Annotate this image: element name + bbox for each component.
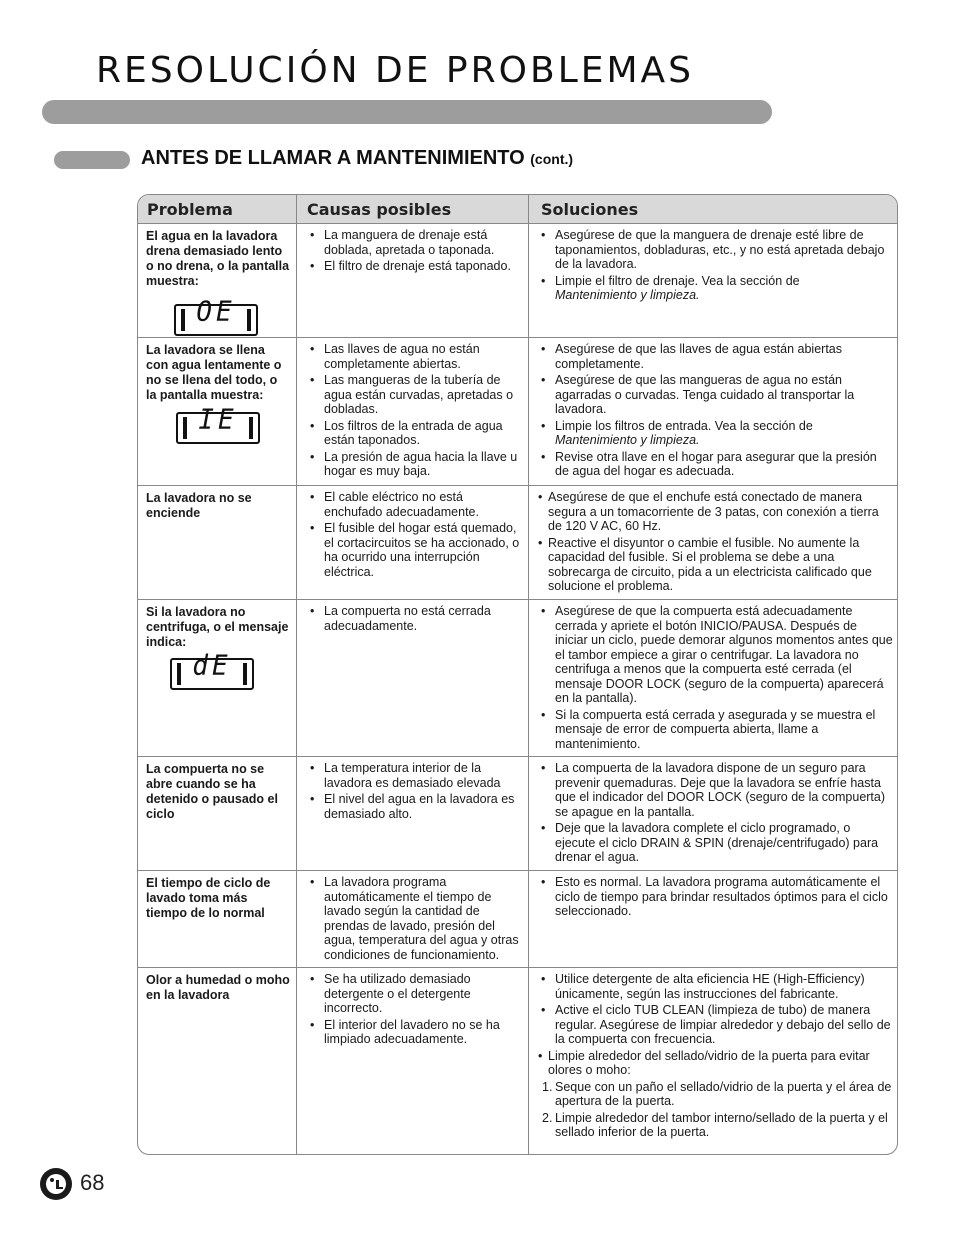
- cause-item: • Se ha utilizado demasiado detergente o el detergente incorrecto.: [307, 972, 522, 1016]
- solution-item: • Asegúrese de que la compuerta está adecuadamente cerrada y apriete el botón INICIO/PAUSA. Después de iniciar un ciclo, puede demorar algunos momentos antes que el tambor empiece a girar o centrifugar. La lavadora no centrifuga a menos que la compuerta esté cerrada (el mensaje DOOR LOCK (seguro de la compuerta) aparecerá en la pantalla).: [538, 604, 893, 706]
- problem-cell: [138, 757, 296, 870]
- header-problem: Problema: [147, 200, 233, 219]
- step-text: Seque con un paño el sellado/vidrio de la puerta y el área de apertura de la puerta.: [555, 1079, 892, 1108]
- display-code-text: IE: [198, 404, 238, 436]
- display-code-text: OE: [196, 296, 236, 328]
- problem-cell: [138, 871, 296, 967]
- table-row: [138, 600, 897, 757]
- solution-item: • Revise otra llave en el hogar para asegurar que la presión de agua del hogar es adecuada.: [538, 450, 893, 479]
- solution-item: • Esto es normal. La lavadora programa automáticamente el ciclo de tiempo para brindar resultados óptimos para el ciclo seleccionado.: [538, 875, 893, 919]
- solution-text: Limpie el filtro de drenaje. Vea la sección de: [555, 273, 800, 288]
- problem-cell: [138, 486, 296, 599]
- lg-logo-icon: [40, 1168, 72, 1200]
- cause-item: • La presión de agua hacia la llave u hogar es muy baja.: [307, 450, 522, 479]
- cause-item: • Las llaves de agua no están completamente abiertas.: [307, 342, 522, 371]
- solution-item: • Limpie alrededor del sellado/vidrio de la puerta para evitar olores o moho:: [538, 1049, 893, 1078]
- causes-cell: [297, 871, 528, 967]
- cause-item: • La compuerta no está cerrada adecuadamente.: [307, 604, 522, 633]
- step-number: 1.: [542, 1079, 553, 1094]
- problem-cell: [138, 600, 296, 756]
- causes-cell: [297, 600, 528, 756]
- title-divider-bar: [42, 100, 772, 124]
- display-code-de: [170, 650, 254, 690]
- display-code-ie: [176, 404, 260, 444]
- solution-item: • Asegúrese de que las mangueras de agua no están agarradas o curvadas. Tenga cuidado al transportar la lavadora.: [538, 373, 893, 417]
- cause-item: • La temperatura interior de la lavadora es demasiado elevada: [307, 761, 522, 790]
- causes-cell: [297, 968, 528, 1155]
- solution-item: • Active el ciclo TUB CLEAN (limpieza de tubo) de manera regular. Asegúrese de limpiar alrededor y debajo del sello de la compuerta con frecuencia.: [538, 1003, 893, 1047]
- causes-cell: [297, 486, 528, 599]
- problem-text: Si la lavadora no centrifuga, o el mensaje indica:: [146, 605, 289, 649]
- table-row: [138, 757, 897, 871]
- problem-cell: [138, 224, 296, 337]
- table-header: [138, 195, 897, 224]
- cause-item: • La manguera de drenaje está doblada, apretada o taponada.: [307, 228, 522, 257]
- problem-text: Olor a humedad o moho en la lavadora: [146, 973, 290, 1002]
- step-text: Limpie alrededor del tambor interno/sellado de la puerta y el sellado inferior de la puerta.: [555, 1110, 888, 1139]
- solution-reference: Mantenimiento y limpieza.: [555, 288, 700, 302]
- causes-cell: [297, 757, 528, 870]
- solution-item: • Asegúrese de que la manguera de drenaje esté libre de taponamientos, dobladuras, etc., y no está apretada debajo de la lavadora.: [538, 228, 893, 272]
- solution-item: • Deje que la lavadora complete el ciclo programado, o ejecute el ciclo DRAIN & SPIN (drenaje/centrifugado) para drenar el agua.: [538, 821, 893, 865]
- problem-text: La lavadora se llena con agua lentamente o no se llena del todo, o la pantalla muestra:: [146, 343, 282, 402]
- solutions-cell: [529, 968, 897, 1155]
- problem-text: La compuerta no se abre cuando se ha detenido o pausado el ciclo: [146, 762, 278, 821]
- solutions-cell: [529, 757, 897, 870]
- cause-item: • Las mangueras de la tubería de agua están curvadas, apretadas o dobladas.: [307, 373, 522, 417]
- problem-text: El tiempo de ciclo de lavado toma más tiempo de lo normal: [146, 876, 271, 920]
- header-solutions: Soluciones: [541, 200, 639, 219]
- column-divider: [528, 195, 529, 1154]
- page-title: RESOLUCIÓN DE PROBLEMAS: [96, 50, 695, 91]
- table-row: [138, 968, 897, 1155]
- solutions-cell: [529, 224, 897, 337]
- section-heading-text: ANTES DE LLAMAR A MANTENIMIENTO: [141, 147, 525, 169]
- solution-item: • Utilice detergente de alta eficiencia HE (High-Efficiency) únicamente, según las instrucciones del fabricante.: [538, 972, 893, 1001]
- solution-step: [538, 1080, 893, 1109]
- problem-cell: [138, 338, 296, 485]
- cause-item: • El fusible del hogar está quemado, el cortacircuitos se ha accionado, o ha ocurrido una interrupción eléctrica.: [307, 521, 522, 579]
- header-causes: Causas posibles: [307, 200, 452, 219]
- cause-item: • La lavadora programa automáticamente el tiempo de lavado según la cantidad de prendas de lavado, presión del agua, temperatura del agua y otras condiciones de funcionamiento.: [307, 875, 522, 962]
- cause-item: • El interior del lavadero no se ha limpiado adecuadamente.: [307, 1018, 522, 1047]
- section-heading-suffix: (cont.): [530, 151, 574, 167]
- table-row: [138, 871, 897, 968]
- solution-item: • Asegúrese de que las llaves de agua están abiertas completamente.: [538, 342, 893, 371]
- problem-cell: [138, 968, 296, 1155]
- display-code-text: dE: [192, 650, 232, 682]
- cause-item: • El filtro de drenaje está taponado.: [307, 259, 522, 274]
- solution-item: • La compuerta de la lavadora dispone de un seguro para prevenir quemaduras. Deje que la lavadora se enfríe hasta que el indicador del DOOR LOCK (seguro de la compuerta) se apague en la pantalla.: [538, 761, 893, 819]
- solution-item: [538, 274, 893, 303]
- cause-item: • El cable eléctrico no está enchufado adecuadamente.: [307, 490, 522, 519]
- cause-item: • El nivel del agua en la lavadora es demasiado alto.: [307, 792, 522, 821]
- solution-step: [538, 1111, 893, 1140]
- display-code-oe: [174, 296, 258, 336]
- solution-item: • Reactive el disyuntor o cambie el fusible. No aumente la capacidad del fusible. Si el problema se debe a una sobrecarga de circuito, pida a un electricista calificado que solucione el problema.: [538, 536, 893, 594]
- section-pill-decoration: [54, 151, 130, 169]
- causes-cell: [297, 224, 528, 337]
- problem-text: El agua en la lavadora drena demasiado lento o no drena, o la pantalla muestra:: [146, 229, 290, 288]
- problem-text: La lavadora no se enciende: [146, 491, 252, 520]
- section-heading: [141, 147, 573, 170]
- solutions-cell: [529, 486, 897, 599]
- table-row: [138, 338, 897, 486]
- solution-text: Limpie los filtros de entrada. Vea la sección de: [555, 418, 813, 433]
- cause-item: • Los filtros de la entrada de agua están taponados.: [307, 419, 522, 448]
- causes-cell: [297, 338, 528, 485]
- solutions-cell: [529, 600, 897, 756]
- solution-item: [538, 419, 893, 448]
- solution-reference: Mantenimiento y limpieza.: [555, 433, 700, 447]
- step-number: 2.: [542, 1110, 553, 1125]
- solution-item: • Asegúrese de que el enchufe está conectado de manera segura a un tomacorriente de 3 patas, con conexión a tierra de 120 V AC, 60 Hz.: [538, 490, 893, 534]
- column-divider: [296, 195, 297, 1154]
- table-row: [138, 224, 897, 338]
- table-row: [138, 486, 897, 600]
- troubleshooting-table: [137, 194, 898, 1155]
- solution-item: • Si la compuerta está cerrada y asegurada y se muestra el mensaje de error de compuerta abierta, llame a mantenimiento.: [538, 708, 893, 752]
- page-number: 68: [80, 1170, 105, 1195]
- solutions-cell: [529, 338, 897, 485]
- solutions-cell: [529, 871, 897, 967]
